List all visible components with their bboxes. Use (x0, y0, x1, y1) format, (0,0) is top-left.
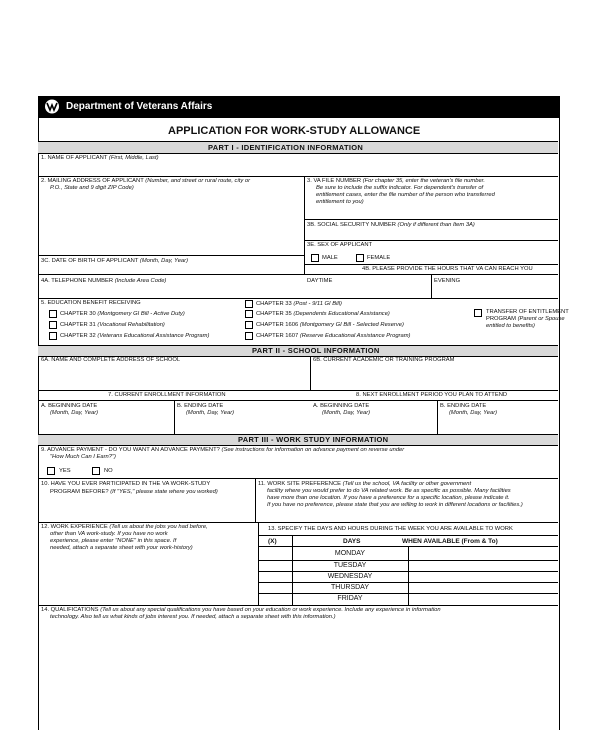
ch1607-label: CHAPTER 1607 (Reserve Educational Assistance Program) (256, 333, 411, 339)
ssn-field[interactable] (305, 229, 558, 239)
day-friday: FRIDAY (337, 595, 363, 602)
ssn-label: 3B. SOCIAL SECURITY NUMBER (Only if different than Item 3A) (307, 222, 475, 228)
ch31-label: CHAPTER 31 (Vocational Rehabilitation) (60, 322, 165, 328)
daytime-label: DAYTIME (307, 278, 333, 284)
advance-yes-label: YES (59, 468, 71, 474)
phone-label: 4A. TELEPHONE NUMBER (Include Area Code) (41, 278, 167, 284)
wednesday-hours-field[interactable] (409, 572, 558, 582)
monday-hours-field[interactable] (409, 547, 558, 559)
school-field[interactable] (38, 364, 309, 389)
availability-col-days: DAYS (343, 538, 361, 545)
ch32-checkbox[interactable] (49, 332, 57, 340)
tuesday-hours-field[interactable] (409, 561, 558, 571)
school-label: 6A. NAME AND COMPLETE ADDRESS OF SCHOOL (41, 357, 181, 363)
ch30-checkbox[interactable] (49, 310, 57, 318)
ch33-checkbox[interactable] (245, 300, 253, 308)
transfer-entitlement-hint: entitled to benefits) (486, 323, 535, 329)
address-hint: P.O., State and 9 digit ZIP Code) (50, 185, 134, 191)
thursday-select[interactable] (259, 583, 291, 593)
transfer-entitlement-label-1: TRANSFER OF ENTITLEMENT (486, 309, 569, 315)
hours-label: 4B. PLEASE PROVIDE THE HOURS THAT VA CAN REACH YOU (362, 266, 533, 272)
ch32-label: CHAPTER 32 (Veterans Educational Assistance Program) (60, 333, 210, 339)
ch30-label: CHAPTER 30 (Montgomery GI Bill - Active Duty) (60, 311, 185, 317)
tuesday-select[interactable] (259, 561, 291, 571)
advance-payment-hint: "How Much Can I Earn?") (50, 454, 116, 460)
day-tuesday: TUESDAY (333, 562, 367, 569)
prior-participation-field[interactable] (38, 497, 254, 521)
male-label: MALE (322, 255, 338, 261)
female-checkbox[interactable] (356, 254, 364, 262)
thursday-hours-field[interactable] (409, 583, 558, 593)
ch35-label: CHAPTER 35 (Dependents Educational Assistance) (256, 311, 390, 317)
address-field[interactable] (38, 193, 304, 255)
qualifications-label: 14. QUALIFICATIONS (Tell us about any special qualifications you have based on your education or work experience. Include any experience in information (41, 607, 441, 613)
file-number-field[interactable] (305, 206, 558, 218)
name-label: 1. NAME OF APPLICANT (First, Middle, Last) (41, 155, 159, 161)
phone-field[interactable] (38, 285, 304, 298)
work-site-hint-4: If you have no preference, please state that you are willing to work in different locations or facilities.) (267, 502, 523, 508)
next-end-date[interactable] (438, 418, 558, 433)
current-begin-hint: (Month, Day, Year) (50, 410, 99, 416)
ch1606-label: CHAPTER 1606 (Montgomery GI Bill - Selected Reserve) (256, 322, 404, 328)
agency-name: Department of Veterans Affairs (66, 101, 213, 112)
prior-participation-label: 10. HAVE YOU EVER PARTICIPATED IN THE VA WORK-STUDY (41, 481, 211, 487)
address-label: 2. MAILING ADDRESS OF APPLICANT (Number, and street or rural route, city or (41, 178, 251, 184)
program-field[interactable] (311, 364, 558, 389)
va-logo-icon (44, 99, 60, 114)
current-begin-date[interactable] (38, 418, 174, 433)
availability-label: 13. SPECIFY THE DAYS AND HOURS DURING THE WEEK YOU ARE AVAILABLE TO WORK (268, 526, 513, 532)
current-enrollment-label: 7. CURRENT ENROLLMENT INFORMATION (108, 392, 226, 398)
name-field[interactable] (38, 164, 558, 176)
evening-field[interactable] (432, 285, 558, 298)
advance-no-label: NO (104, 468, 113, 474)
file-number-hint-2: Be sure to include the suffix indicator. For dependent's transfer of (316, 185, 484, 191)
work-site-hint-3: have more than one location. If you have a preference for a specific location, please indicate it. (267, 495, 510, 501)
work-site-label: 11. WORK SITE PREFERENCE (Tell us the school, VA facility or other government (258, 481, 472, 487)
education-benefit-label: 5. EDUCATION BENEFIT RECEIVING (41, 300, 141, 306)
advance-no-checkbox[interactable] (92, 467, 100, 475)
work-site-hint-2: facility where you would prefer to do VA related work. Be as specific as possible. Many facilities (267, 488, 511, 494)
dob-label: 3C. DATE OF BIRTH OF APPLICANT (Month, Day, Year) (41, 258, 189, 264)
form-title: APPLICATION FOR WORK-STUDY ALLOWANCE (168, 125, 421, 137)
part1-heading: PART I - IDENTIFICATION INFORMATION (208, 143, 364, 152)
next-begin-label: A. BEGINNING DATE (313, 403, 370, 409)
ch1607-checkbox[interactable] (245, 332, 253, 340)
ch1606-checkbox[interactable] (245, 321, 253, 329)
next-end-label: B. ENDING DATE (440, 403, 487, 409)
ch31-checkbox[interactable] (49, 321, 57, 329)
work-site-field[interactable] (256, 509, 558, 521)
ch35-checkbox[interactable] (245, 310, 253, 318)
next-end-hint: (Month, Day, Year) (449, 410, 498, 416)
day-wednesday: WEDNESDAY (327, 573, 373, 580)
work-experience-field[interactable] (38, 553, 258, 603)
transfer-entitlement-label-2: PROGRAM (Parent or Spouse (486, 316, 565, 322)
work-experience-hint-2: other than VA work-study. If you have no work (50, 531, 168, 537)
file-number-label: 3. VA FILE NUMBER (For chapter 35, enter the veteran's file number. (307, 178, 486, 184)
current-end-date[interactable] (175, 418, 309, 433)
next-begin-hint: (Month, Day, Year) (322, 410, 371, 416)
ch33-label: CHAPTER 33 (Post - 9/11 GI Bill) (256, 301, 342, 307)
program-label: 6B. CURRENT ACADEMIC OR TRAINING PROGRAM (313, 357, 455, 363)
monday-select[interactable] (259, 547, 291, 559)
current-end-hint: (Month, Day, Year) (186, 410, 235, 416)
transfer-entitlement-checkbox[interactable] (474, 309, 482, 317)
friday-hours-field[interactable] (409, 594, 558, 604)
file-number-hint-3: entitlement cases, enter the file number of the person who transferred (316, 192, 495, 198)
part2-heading: PART II - SCHOOL INFORMATION (252, 346, 380, 355)
friday-select[interactable] (259, 594, 291, 604)
day-monday: MONDAY (334, 550, 366, 557)
wednesday-select[interactable] (259, 572, 291, 582)
evening-label: EVENING (434, 278, 461, 284)
next-enrollment-label: 8. NEXT ENROLLMENT PERIOD YOU PLAN TO ATTEND (356, 392, 508, 398)
current-end-label: B. ENDING DATE (177, 403, 224, 409)
work-experience-hint-3: experience, please enter "NONE" in this space. If (50, 538, 177, 544)
daytime-field[interactable] (305, 285, 430, 298)
work-experience-label: 12. WORK EXPERIENCE (Tell us about the jobs you had before, (41, 524, 208, 530)
day-thursday: THURSDAY (331, 584, 369, 591)
work-experience-hint-4: needed, attach a separate sheet with your work-history) (50, 545, 193, 551)
female-label: FEMALE (367, 255, 391, 261)
qualifications-field[interactable] (38, 623, 558, 723)
part3-heading: PART III - WORK STUDY INFORMATION (238, 435, 389, 444)
file-number-hint-4: entitlement to you) (316, 199, 364, 205)
availability-col-x: (X) (268, 538, 277, 545)
availability-col-when: WHEN AVAILABLE (From & To) (402, 538, 498, 545)
qualifications-hint: technology. Also tell us what kinds of jobs interest you. If needed, attach a separate sheet with this information.) (50, 614, 336, 620)
advance-payment-label: 9. ADVANCE PAYMENT - DO YOU WANT AN ADVANCE PAYMENT? (See instructions for information on advance payment on reverse under (41, 447, 405, 453)
male-checkbox[interactable] (311, 254, 319, 262)
prior-participation-label-2: PROGRAM BEFORE? (If "YES," please state where you worked) (50, 489, 218, 495)
next-begin-date[interactable] (311, 418, 437, 433)
advance-yes-checkbox[interactable] (47, 467, 55, 475)
current-begin-label: A. BEGINNING DATE (41, 403, 98, 409)
sex-label: 3E. SEX OF APPLICANT (307, 242, 373, 248)
dob-field[interactable] (38, 265, 304, 274)
